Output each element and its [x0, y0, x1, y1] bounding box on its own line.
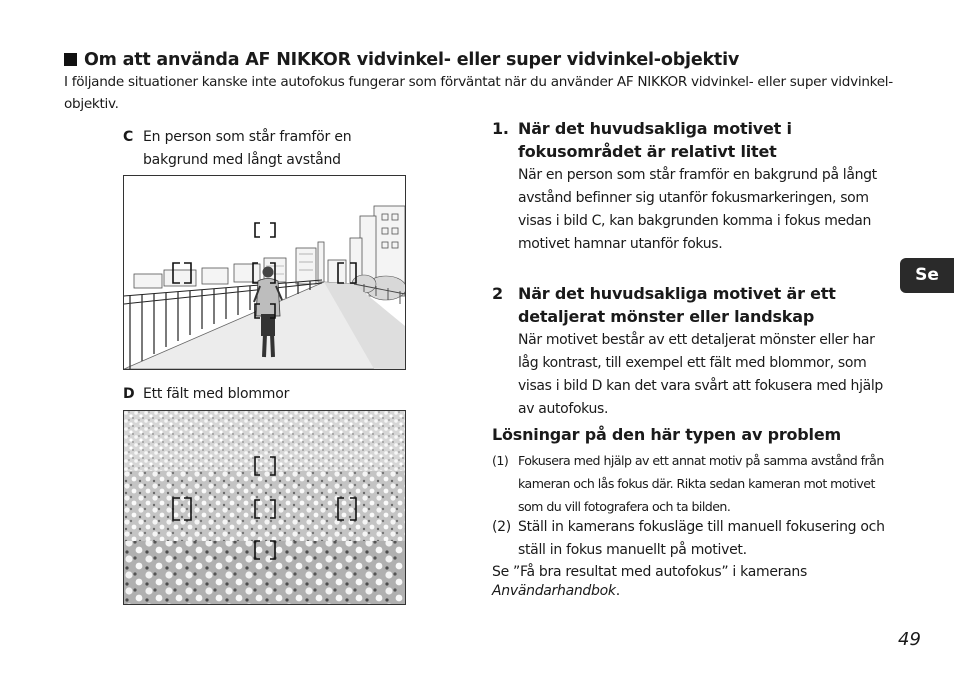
item-2-number: 2 [492, 284, 503, 303]
figure-c-caption-line1: En person som står framför en [143, 129, 352, 145]
figure-c-image [123, 175, 406, 370]
solution-2 [492, 516, 892, 562]
person-on-bridge-illustration [124, 176, 405, 369]
item-2-heading: När det huvudsakliga motivet är ett detaljerat mönster eller landskap [518, 284, 836, 326]
item-2-body: När motivet består av ett detaljerat mönster eller har låg kontrast, till exempel ett fält med blommor, som visas i bild D kan det vara svårt att fokusera med hjälp av autofokus. [518, 332, 883, 417]
see-reference-end: . [615, 583, 620, 599]
item-1-body: När en person som står framför en bakgrund på långt avstånd befinner sig utanför fokusmarkeringen, som visas i bild C, kan bakgrunden komma i fokus medan motivet hamnar utanför fokus. [518, 167, 877, 252]
figure-d-caption [123, 383, 289, 406]
item-1-heading: När det huvudsakliga motivet i fokusområdet är relativt litet [518, 119, 792, 161]
solution-1 [492, 449, 892, 518]
solution-2-text: Ställ in kamerans fokusläge till manuell fokusering och ställ in fokus manuellt på motivet. [518, 519, 885, 558]
figure-d-image [123, 410, 406, 605]
solution-2-number: (2) [492, 519, 511, 535]
section-title-text: Om att använda AF NIKKOR vidvinkel- eller super vidvinkel-objektiv [84, 50, 740, 70]
see-reference-text: Se ”Få bra resultat med autofokus” i kamerans [492, 564, 807, 580]
language-tab: Se [900, 258, 954, 293]
figure-c-caption-line2: bakgrund med långt avstånd [143, 152, 341, 168]
solution-1-text: Fokusera med hjälp av ett annat motiv på samma avstånd från kameran och lås fokus där. Rikta sedan kameran mot motivet som du vill fotografera och ta bilden. [518, 453, 884, 514]
item-2 [492, 282, 892, 421]
solutions-heading: Lösningar på den här typen av problem [492, 425, 841, 444]
page-number: 49 [898, 629, 921, 650]
user-manual-link: Användarhandbok [492, 583, 616, 599]
figure-c-caption [123, 126, 383, 172]
figure-c-label: C [123, 129, 134, 145]
section-title [64, 50, 739, 70]
square-bullet-icon [64, 53, 77, 66]
item-1-number: 1. [492, 119, 509, 138]
see-reference [492, 563, 807, 601]
flower-field-illustration [124, 411, 405, 604]
figure-d-caption-text: Ett fält med blommor [143, 386, 290, 402]
solution-1-number: (1) [492, 453, 509, 468]
item-1 [492, 117, 892, 256]
figure-d-label: D [123, 386, 135, 402]
intro-paragraph: I följande situationer kanske inte autofokus fungerar som förväntat när du använder AF NIKKOR vidvinkel- eller super vidvinkel-objektiv. [64, 74, 893, 112]
